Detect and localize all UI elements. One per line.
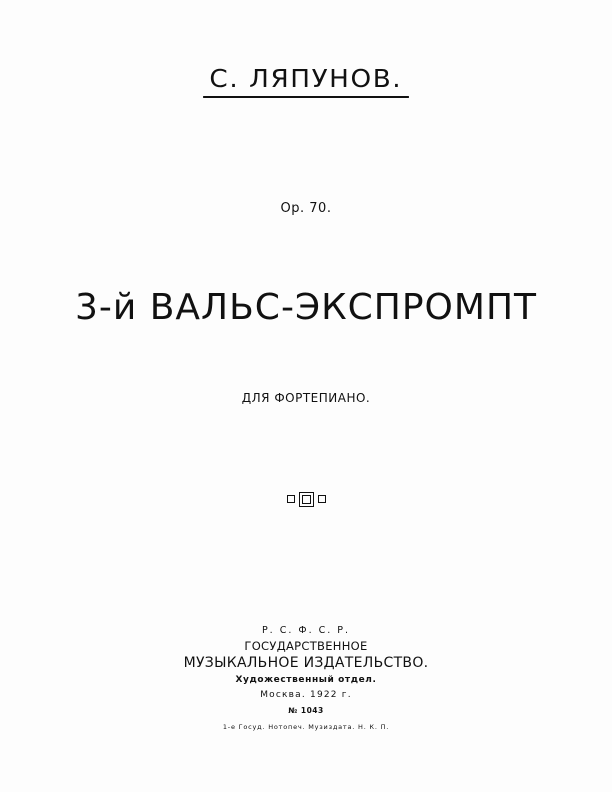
plate-number: № 1043: [288, 706, 324, 715]
publisher-block: [0, 624, 612, 736]
ornament-right-square: [318, 495, 326, 503]
printer-credit: 1-е Госуд. Нотопеч. Музиздата. Н. К. П.: [222, 723, 390, 731]
publisher-city-year: Москва. 1922 г.: [260, 690, 352, 700]
composer-name: С. ЛЯПУНОВ.: [203, 64, 408, 98]
publisher-state: Р. С. Ф. С. Р.: [261, 625, 351, 636]
publisher-line-2: МУЗЫКАЛЬНОЕ ИЗДАТЕЛЬСТВО.: [183, 655, 429, 671]
publisher-line-1: ГОСУДАРСТВЕННОЕ: [244, 639, 368, 653]
ornament-left-square: [287, 495, 295, 503]
work-title: 3-й ВАЛЬС-ЭКСПРОМПТ: [74, 287, 538, 328]
opus-number: Op. 70.: [280, 201, 332, 216]
publisher-department: Художественный отдел.: [235, 675, 377, 685]
square-ornament-icon: [0, 490, 612, 508]
composer-name-block: [0, 64, 612, 98]
instrumentation: ДЛЯ ФОРТЕПИАНО.: [241, 391, 371, 405]
ornament-center-square: [299, 492, 314, 507]
